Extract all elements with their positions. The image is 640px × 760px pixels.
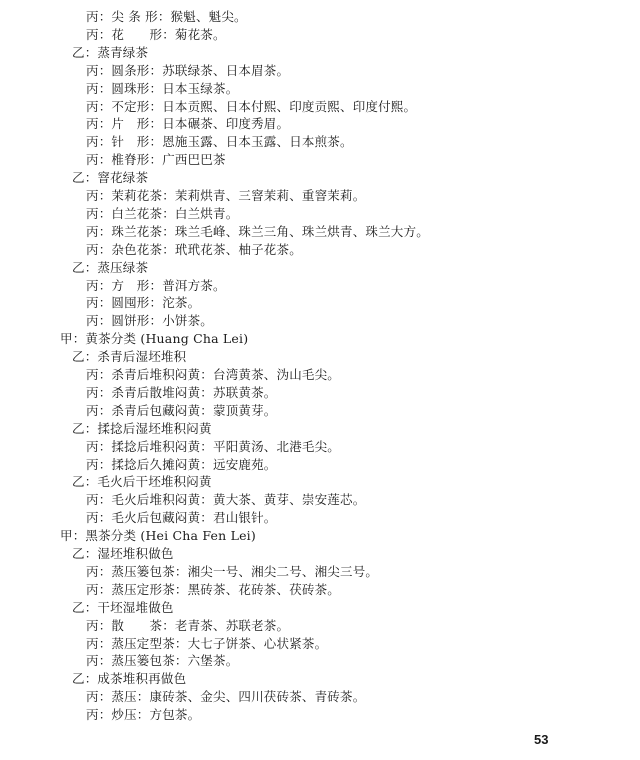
outline-line-jia: 甲：黄茶分类 (Huang Cha Lei) <box>60 331 249 347</box>
outline-line-bing: 丙：圆囤形：沱茶。 <box>86 295 201 311</box>
outline-line-yi: 乙：蒸青绿茶 <box>72 44 149 60</box>
outline-line-bing: 丙：圆珠形：日本玉绿茶。 <box>86 80 239 96</box>
outline-line-bing: 丙：蒸压定形茶：黑砖茶、花砖茶、茯砖茶。 <box>86 581 341 597</box>
outline-line-bing: 丙：花 形：菊花茶。 <box>86 26 226 42</box>
outline-line-bing: 丙：茉莉花茶：茉莉烘青、三窨茉莉、重窨茉莉。 <box>86 188 366 203</box>
outline-line-bing: 丙：蒸压：康砖茶、金尖、四川茯砖茶、青砖茶。 <box>86 689 366 705</box>
outline-line-bing: 丙：杂色花茶：玳玳花茶、柚子花茶。 <box>86 241 302 257</box>
outline-line-bing: 丙：尖 条 形：猴魁、魁尖。 <box>86 9 247 24</box>
outline-line-bing: 丙：针 形：恩施玉露、日本玉露、日本煎茶。 <box>86 134 353 150</box>
outline-line-bing: 丙：杀青后包藏闷黄：蒙顶黄芽。 <box>86 402 277 418</box>
outline-line-yi: 乙：干坯湿堆做色 <box>72 599 174 615</box>
outline-line-yi: 乙：湿坯堆积做色 <box>72 546 174 561</box>
outline-line-bing: 丙：片 形：日本碾茶、印度秀眉。 <box>86 116 290 132</box>
outline-line-bing: 丙：炒压：方包茶。 <box>86 707 201 723</box>
outline-line-yi: 乙：毛火后干坯堆积闷黄 <box>72 474 212 490</box>
outline-line-bing: 丙：不定形：日本贡熙、日本付熙、印度贡熙、印度付熙。 <box>86 98 417 114</box>
outline-line-bing: 丙：蒸压篓包茶：六堡茶。 <box>86 653 239 669</box>
outline-line-bing: 丙：珠兰花茶：珠兰毛峰、珠兰三角、珠兰烘青、珠兰大方。 <box>86 223 429 239</box>
outline-line-bing: 丙：杀青后堆积闷黄：台湾黄茶、沩山毛尖。 <box>86 367 341 382</box>
outline-line-jia: 甲：黑茶分类 (Hei Cha Fen Lei) <box>60 528 256 544</box>
page-number: 53 <box>534 732 549 747</box>
outline-line-yi: 乙：揉捻后湿坯堆积闷黄 <box>72 420 212 436</box>
outline-line-bing: 丙：椎脊形：广西巴巴茶 <box>86 152 226 168</box>
outline-line-bing: 丙：圆条形：苏联绿茶、日本眉茶。 <box>86 62 290 78</box>
outline-line-yi: 乙：蒸压绿茶 <box>72 259 149 275</box>
outline-line-bing: 丙：揉捻后久摊闷黄：远安鹿苑。 <box>86 456 277 472</box>
outline-line-bing: 丙：圆饼形：小饼茶。 <box>86 313 214 329</box>
outline-line-bing: 丙：杀青后散堆闷黄：苏联黄茶。 <box>86 384 277 400</box>
outline-line-bing: 丙：蒸压定型茶：大七子饼茶、心状紧茶。 <box>86 635 328 651</box>
outline-line-yi: 乙：杀青后湿坯堆积 <box>72 349 187 365</box>
outline-line-yi: 乙：窨花绿茶 <box>72 170 149 186</box>
outline-line-bing: 丙：白兰花茶：白兰烘青。 <box>86 205 239 221</box>
outline-line-bing: 丙：蒸压篓包茶：湘尖一号、湘尖二号、湘尖三号。 <box>86 563 379 579</box>
outline-line-bing: 丙：毛火后包藏闷黄：君山银针。 <box>86 510 277 526</box>
outline-line-bing: 丙：散 茶：老青茶、苏联老茶。 <box>86 617 290 633</box>
outline-line-bing: 丙：毛火后堆积闷黄：黄大茶、黄芽、崇安莲芯。 <box>86 492 366 508</box>
outline-line-bing: 丙：方 形：普洱方茶。 <box>86 277 226 293</box>
outline-line-bing: 丙：揉捻后堆积闷黄：平阳黄汤、北港毛尖。 <box>86 438 341 454</box>
outline-line-yi: 乙：成茶堆积再做色 <box>72 671 187 687</box>
